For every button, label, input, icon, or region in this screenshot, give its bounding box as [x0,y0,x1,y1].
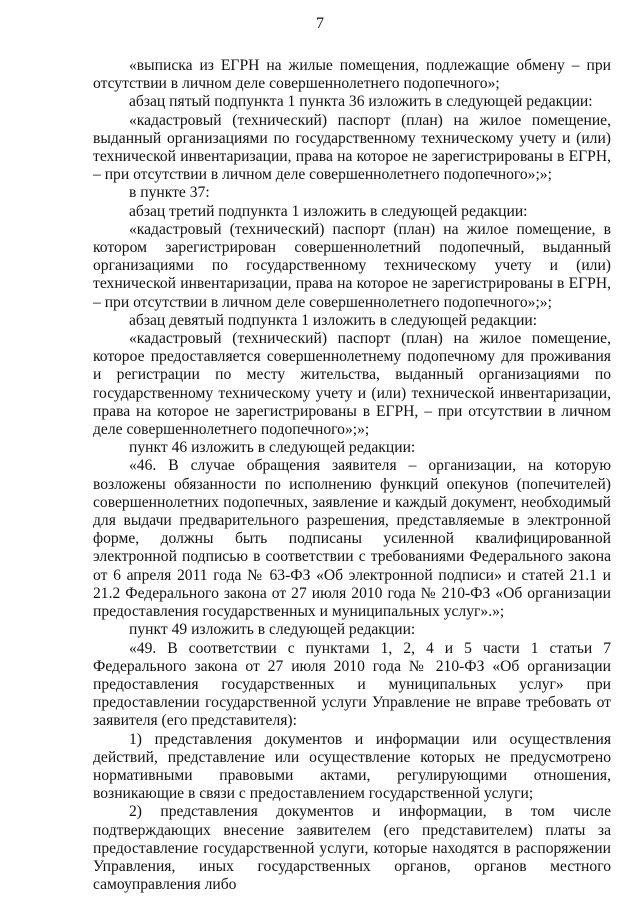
paragraph: «кадастровый (технический) паспорт (план) на жилое помещение, которое предоставляется совершеннолетнему подопечному для проживания и регистрации по месту жительства, выданный организациями по государственному техническому учету и (или) технической инвентаризации, права на которое не зарегистрированы в ЕГРН, – при отсутствии в личном деле совершеннолетнего подопечного»;»; [93,330,611,439]
paragraph: абзац третий подпункта 1 изложить в следующей редакции: [129,202,528,220]
paragraph: «выписка из ЕГРН на жилые помещения, подлежащие обмену – при отсутствии в личном деле совершеннолетнего подопечного»; [93,57,611,93]
paragraph: «кадастровый (технический) паспорт (план) на жилое помещение, выданный организациями по государственному техническому учету и (или) технической инвентаризации, права на которое не зарегистрированы в ЕГРН, – при отсутствии в личном деле совершеннолетнего подопечного»;»; [93,111,611,184]
paragraph: «46. В случае обращения заявителя – организации, на которую возложены обязанности по исполнению функций опекунов (попечителей) совершеннолетних подопечных, заявление и каждый документ, необходимый для выдачи предварительного разрешения, представляемые в электронной форме, должны быть подписаны усиленной квалифицированной электронной подписью в соответствии с требованиями Федерального закона от 6 апреля 2011 года № 63-ФЗ «Об электронной подписи» и статей 21.1 и 21.2 Федерального закона от 27 июля 2010 года № 210-ФЗ «Об организации предоставления государственных и муниципальных услуг».»; [93,457,611,621]
paragraph: 2) представления документов и информации, в том числе подтверждающих внесение заявителем (его представителем) платы за предоставление государственной услуги, которые находятся в распоряжении Управления, иных государственных органов, органов местного самоуправления либо [93,803,611,894]
paragraph: 1) представления документов и информации или осуществления действий, представление или осуществление которых не предусмотрено нормативными правовыми актами, регулирующими отношения, возникающие в связи с предоставлением государственной услуги; [93,730,611,803]
document-body [93,57,611,894]
paragraph: «кадастровый (технический) паспорт (план) на жилое помещение, в котором зарегистрирован совершеннолетний подопечный, выданный организациями по государственному техническому учету и (или) технической инвентаризации, права на которое не зарегистрированы в ЕГРН, – при отсутствии в личном деле совершеннолетнего подопечного»;»; [93,220,611,311]
paragraph: пункт 49 изложить в следующей редакции: [129,621,416,639]
paragraph: абзац девятый подпункта 1 изложить в следующей редакции: [129,311,538,329]
paragraph: «49. В соответствии с пунктами 1, 2, 4 и 5 части 1 статьи 7 Федерального закона от 27 июля 2010 года № 210-ФЗ «Об организации предоставления государственных и муниципальных услуг» при предоставлении государственной услуги Управление не вправе требовать от заявителя (его представителя): [93,639,611,730]
paragraph: в пункте 37: [129,184,210,202]
paragraph: пункт 46 изложить в следующей редакции: [129,439,416,457]
page-number: 7 [316,15,324,32]
paragraph: абзац пятый подпункта 1 пункта 36 изложить в следующей редакции: [129,93,593,111]
